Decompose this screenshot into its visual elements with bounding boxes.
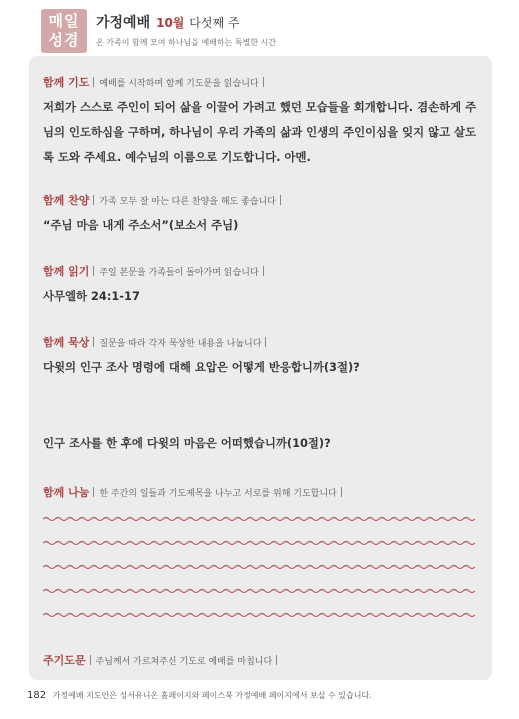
write-line[interactable] — [43, 586, 478, 596]
section-desc: 주님께서 가르쳐주신 기도로 예배를 마칩니다 — [95, 656, 273, 667]
logo — [41, 9, 87, 53]
divider — [276, 655, 277, 665]
section-meditation-q2 — [43, 426, 478, 456]
section-label: 주기도문 — [43, 654, 86, 667]
page-footer — [27, 690, 372, 701]
title-text: 가정예배 — [96, 15, 151, 31]
praise-text: “주님 마음 내게 주소서”(보소서 주님) — [43, 218, 239, 232]
sharing-write-lines — [43, 514, 478, 620]
section-desc: 질문을 따라 각자 묵상한 내용을 나눕니다 — [99, 338, 262, 349]
divider — [90, 655, 91, 665]
write-line[interactable] — [43, 514, 478, 524]
divider — [265, 337, 266, 347]
divider — [93, 266, 94, 276]
page-subtitle: 온 가족이 함께 모여 하나님을 예배하는 특별한 시간 — [96, 38, 277, 47]
section-desc: 주일 본문을 가족들이 돌아가며 읽습니다 — [99, 267, 259, 278]
logo-line-2: 성경 — [48, 31, 80, 49]
divider — [93, 337, 94, 347]
section-label: 함께 찬양 — [43, 194, 90, 207]
section-meditation — [43, 334, 478, 380]
section-praise — [43, 192, 478, 238]
divider — [93, 487, 94, 497]
section-desc: 한 주간의 일들과 기도제목을 나누고 서로를 위해 기도합니다 — [99, 488, 337, 499]
page-number: 182 — [27, 690, 47, 701]
section-label: 함께 기도 — [43, 76, 90, 89]
section-desc: 가족 모두 잘 아는 다른 찬양을 해도 좋습니다 — [99, 196, 276, 207]
write-line[interactable] — [43, 610, 478, 620]
section-prayer — [43, 74, 478, 170]
section-desc: 예배를 시작하며 함께 기도문을 읽습니다 — [99, 78, 259, 89]
page-title — [96, 12, 239, 32]
write-line[interactable] — [43, 562, 478, 572]
section-sharing — [43, 484, 478, 634]
divider — [93, 77, 94, 87]
logo-line-1: 매일 — [48, 12, 80, 30]
section-reading — [43, 263, 478, 309]
worship-panel — [29, 56, 492, 680]
divider — [93, 195, 94, 205]
meditation-question-1: 다윗의 인구 조사 명령에 대해 요압은 어떻게 반응합니까(3절)? — [43, 360, 360, 374]
meditation-question-2: 인구 조사를 한 후에 다윗의 마음은 어떠했습니까(10절)? — [43, 436, 331, 450]
title-month: 10월 — [156, 16, 185, 30]
reading-text: 사무엘하 24:1-17 — [43, 289, 140, 303]
title-week: 다섯째 주 — [189, 16, 240, 30]
section-label: 함께 읽기 — [43, 265, 90, 278]
footer-note: 가정예배 지도안은 성서유니온 홈페이지와 페이스북 가정예배 페이지에서 보실 수 있습니다. — [52, 691, 372, 700]
divider — [280, 195, 281, 205]
divider — [341, 487, 342, 497]
prayer-text: 저희가 스스로 주인이 되어 삶을 이끌어 가려고 했던 모습들을 회개합니다. 겸손하게 주님의 인도하심을 구하며, 하나님이 우리 가족의 삶과 인생의 주인이심을 잊지 않고 살도록 도와 주세요. 예수님의 이름으로 기도합니다. 아멘. — [43, 100, 477, 164]
write-line[interactable] — [43, 538, 478, 548]
section-label: 함께 나눔 — [43, 486, 90, 499]
section-closing — [43, 652, 478, 668]
divider — [263, 77, 264, 87]
section-label: 함께 묵상 — [43, 336, 90, 349]
divider — [263, 266, 264, 276]
